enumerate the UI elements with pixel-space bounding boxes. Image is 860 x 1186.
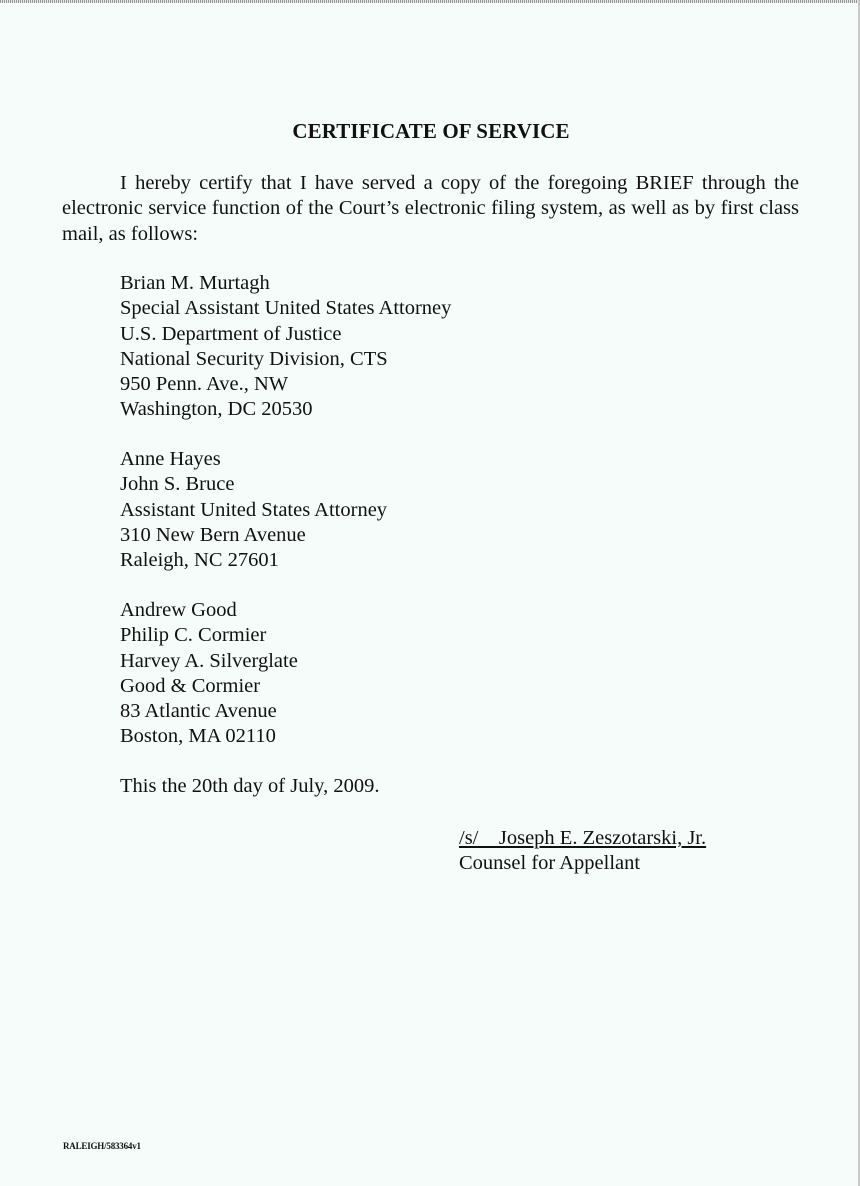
recipient-line: Brian M. Murtagh xyxy=(120,272,270,294)
document-footer-id: RALEIGH/583364v1 xyxy=(63,1141,141,1151)
recipient-line: Harvey A. Silverglate xyxy=(120,649,298,672)
recipient-line: Washington, DC 20530 xyxy=(120,398,313,421)
recipient-block-hayes xyxy=(120,447,387,573)
recipient-block-murtagh xyxy=(120,271,451,423)
signature-line: /s/ Joseph E. Zeszotarski, Jr. xyxy=(459,827,707,849)
recipient-line: Special Assistant United States Attorney xyxy=(120,297,452,320)
page-top-edge xyxy=(0,0,860,3)
certification-paragraph: I hereby certify that I have served a copy of the foregoing BRIEF through the electronic service function of the Court’s electronic filing system, as well as by first class mail, as follows: xyxy=(62,172,799,245)
recipient-line: National Security Division, CTS xyxy=(120,347,388,370)
recipient-line: Assistant United States Attorney xyxy=(120,498,388,521)
recipient-line: Andrew Good xyxy=(120,599,237,621)
recipient-line: 950 Penn. Ave., NW xyxy=(120,373,289,396)
recipient-line: Raleigh, NC 27601 xyxy=(120,549,279,572)
recipient-line: 310 New Bern Avenue xyxy=(120,523,306,546)
recipient-line: John S. Bruce xyxy=(120,473,235,496)
recipient-line: 83 Atlantic Avenue xyxy=(120,700,277,723)
document-title: CERTIFICATE OF SERVICE xyxy=(292,119,570,143)
recipient-line: Boston, MA 02110 xyxy=(120,725,276,748)
recipient-line: U.S. Department of Justice xyxy=(120,322,342,345)
recipient-line: Good & Cormier xyxy=(120,674,261,697)
recipient-line: Philip C. Cormier xyxy=(120,624,267,647)
recipient-line: Anne Hayes xyxy=(120,448,221,470)
date-line: This the 20th day of July, 2009. xyxy=(120,775,380,797)
recipient-block-good xyxy=(120,598,298,750)
signature-block xyxy=(459,826,706,877)
signature-role: Counsel for Appellant xyxy=(459,852,641,875)
